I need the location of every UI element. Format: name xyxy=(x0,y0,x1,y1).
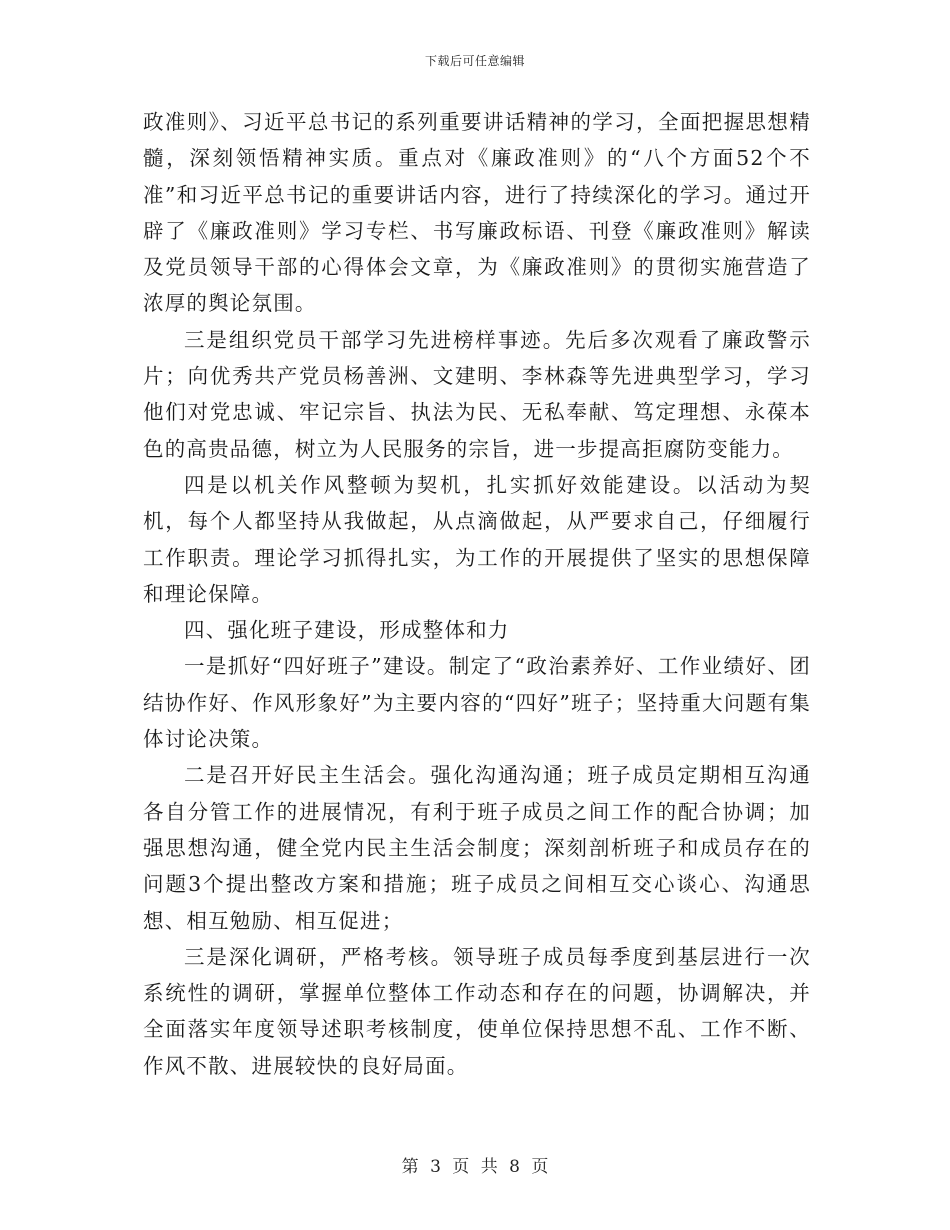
paragraph: 一是抓好“四好班子”建设。制定了“政治素养好、工作业绩好、团结协作好、作风形象好”为主要内容的“四好”班子；坚持重大问题有集体讨论决策。 xyxy=(143,654,811,752)
paragraph: 政准则》、习近平总书记的系列重要讲话精神的学习，全面把握思想精髓，深刻领悟精神实质。重点对《廉政准则》的“八个方面52个不准”和习近平总书记的重要讲话内容，进行了持续深化的学习。通过开辟了《廉政准则》学习专栏、书写廉政标语、刊登《廉政准则》解读及党员领导干部的心得体会文章，为《廉政准则》的贯彻实施营造了浓厚的舆论氛围。 xyxy=(143,110,811,316)
page-number: 第 3 页 共 8 页 xyxy=(401,1157,549,1177)
document-body xyxy=(143,104,811,1084)
paragraph: 三是深化调研，严格考核。领导班子成员每季度到基层进行一次系统性的调研，掌握单位整体工作动态和存在的问题，协调解决，并全面落实年度领导述职考核制度，使单位保持思想不乱、工作不断、作风不散、进展较快的良好局面。 xyxy=(143,944,811,1078)
paragraph: 三是组织党员干部学习先进榜样事迹。先后多次观看了廉政警示片；向优秀共产党员杨善洲、文建明、李林森等先进典型学习，学习他们对党忠诚、牢记宗旨、执法为民、无私奉献、笃定理想、永葆本色的高贵品德，树立为人民服务的宗旨，进一步提高拒腐防变能力。 xyxy=(143,327,811,461)
paragraph: 二是召开好民主生活会。强化沟通沟通；班子成员定期相互沟通各自分管工作的进展情况，有利于班子成员之间工作的配合协调；加强思想沟通，健全党内民主生活会制度；深刻剖析班子和成员存在的问题3个提出整改方案和措施；班子成员之间相互交心谈心、沟通思想、相互勉励、相互促进； xyxy=(143,763,811,933)
page-header-note: 下载后可任意编辑 xyxy=(424,54,525,68)
paragraph: 四是以机关作风整顿为契机，扎实抓好效能建设。以活动为契机，每个人都坚持从我做起，从点滴做起，从严要求自己，仔细履行工作职责。理论学习抓得扎实，为工作的开展提供了坚实的思想保障和理论保障。 xyxy=(143,472,811,606)
section-heading: 四、强化班子建设，形成整体和力 xyxy=(184,618,510,643)
